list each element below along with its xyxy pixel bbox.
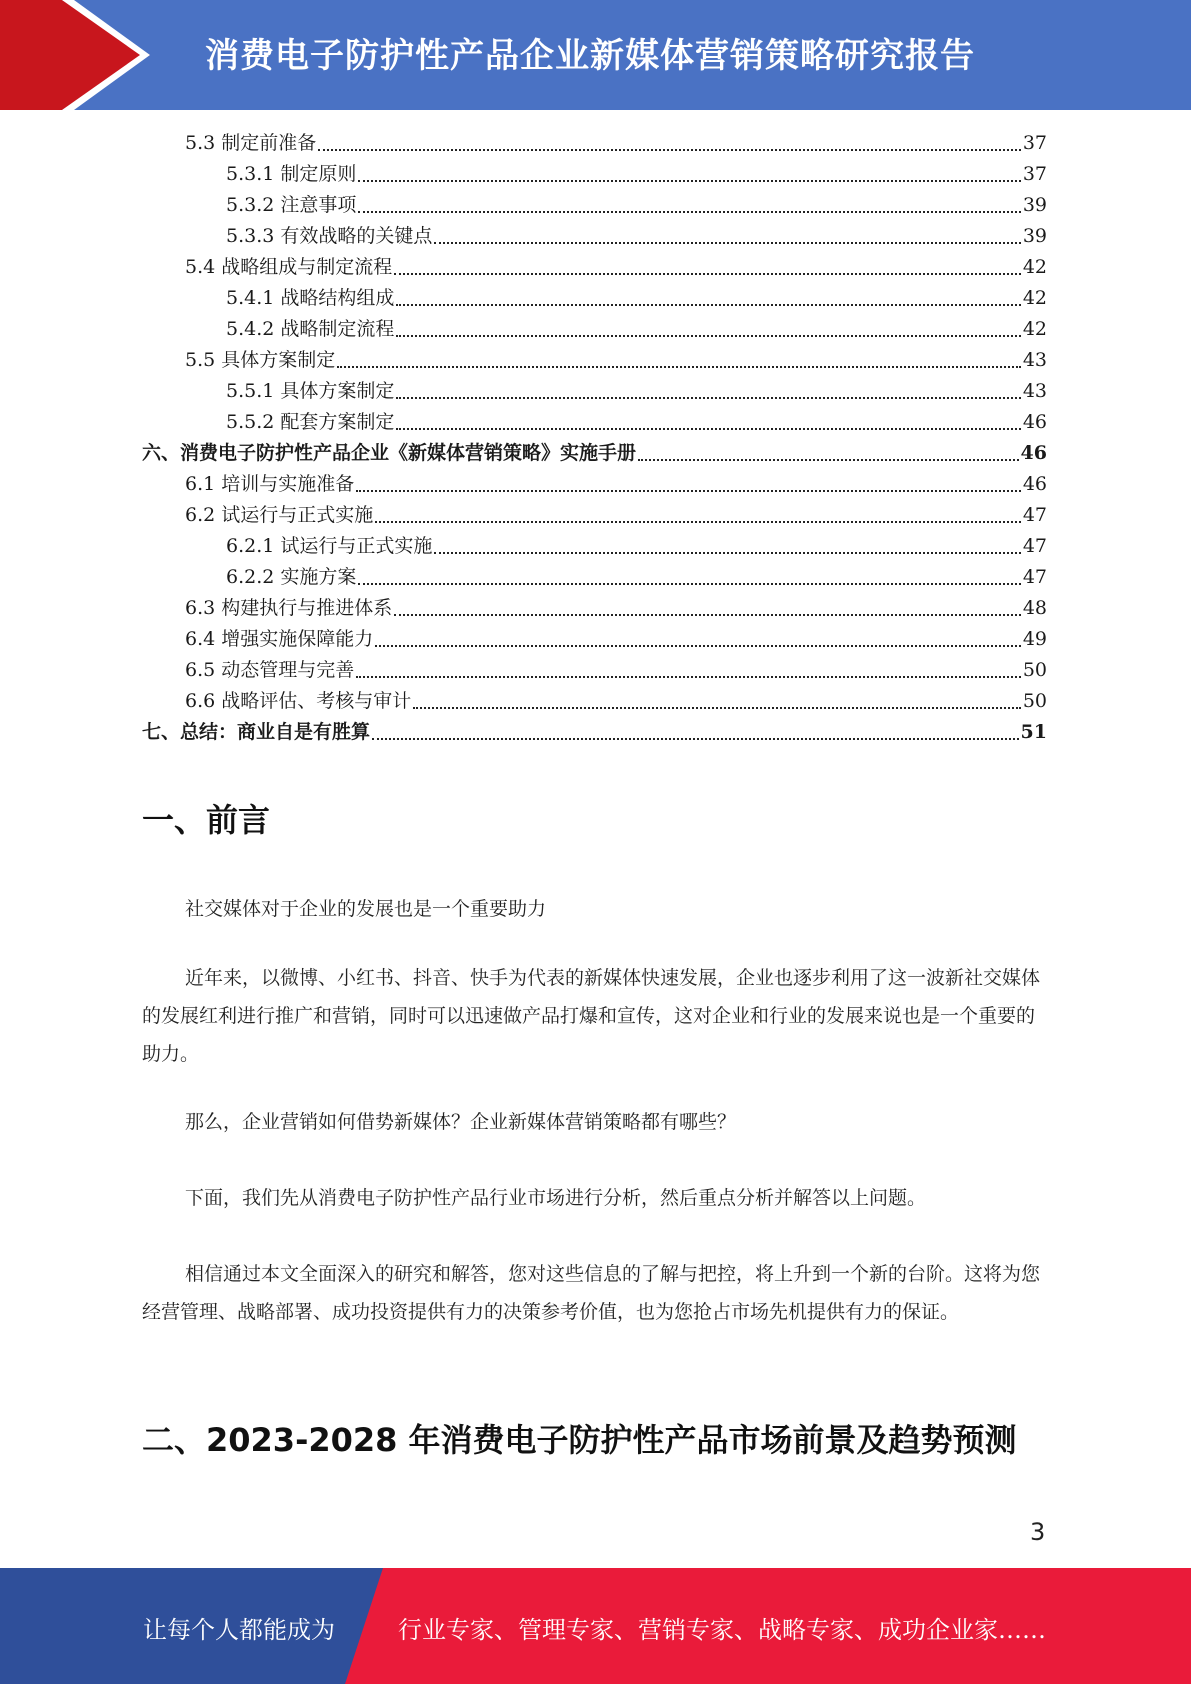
toc-leader [638,459,1019,461]
toc-leader [337,366,1021,368]
toc-leader [358,180,1020,182]
toc-entry-label: 5.5 具体方案制定 [185,349,336,371]
toc-entry[interactable] [185,469,1047,500]
toc-entry-page: 42 [1022,287,1047,309]
toc-entry-page: 42 [1022,256,1047,278]
toc-entry[interactable] [185,686,1047,717]
toc-leader [356,676,1021,678]
toc-entry-page: 46 [1020,442,1047,464]
toc-entry-page: 37 [1022,132,1047,154]
toc-entry[interactable] [226,159,1047,190]
toc-leader [413,707,1021,709]
toc-entry-label: 5.3 制定前准备 [185,132,317,154]
toc-entry-label: 6.2.1 试运行与正式实施 [226,535,433,557]
toc-entry-page: 50 [1022,690,1047,712]
toc-entry-label: 6.1 培训与实施准备 [185,473,355,495]
toc-leader [434,552,1020,554]
toc-entry-page: 39 [1022,194,1047,216]
body-paragraph: 近年来，以微博、小红书、抖音、快手为代表的新媒体快速发展，企业也逐步利用了这一波新社交媒体的发展红利进行推广和营销，同时可以迅速做产品打爆和宣传，这对企业和行业的发展来说也是一个重要的助力。 [142,967,1041,1065]
toc-entry[interactable] [226,221,1047,252]
toc-entry-page: 51 [1020,721,1047,743]
toc-entry[interactable] [226,376,1047,407]
toc-entry-page: 47 [1022,566,1047,588]
toc-entry-label: 6.2 试运行与正式实施 [185,504,374,526]
toc-leader [396,428,1020,430]
toc-entry-page: 50 [1022,659,1047,681]
toc-entry[interactable] [185,128,1047,159]
toc-entry-page: 37 [1022,163,1047,185]
toc-entry-page: 47 [1022,535,1047,557]
toc-leader [358,211,1020,213]
toc-entry[interactable] [226,190,1047,221]
body-paragraph: 相信通过本文全面深入的研究和解答，您对这些信息的了解与把控，将上升到一个新的台阶。这将为您经营管理、战略部署、成功投资提供有力的决策参考价值，也为您抢占市场先机提供有力的保证。 [142,1263,1041,1323]
header-title: 消费电子防护性产品企业新媒体营销策略研究报告 [205,36,975,76]
toc-entry-page: 49 [1022,628,1047,650]
toc-entry-label: 5.5.1 具体方案制定 [226,380,395,402]
toc-entry-label: 5.5.2 配套方案制定 [226,411,395,433]
toc-entry-label: 6.4 增强实施保障能力 [185,628,374,650]
toc-entry[interactable] [185,345,1047,376]
footer-slogan-left: 让每个人都能成为 [143,1616,335,1644]
toc-leader [375,521,1021,523]
toc-leader [372,738,1019,740]
toc-leader [394,273,1021,275]
toc-leader [356,490,1021,492]
toc-leader [394,614,1021,616]
toc-leader [375,645,1021,647]
toc-entry[interactable] [226,531,1047,562]
toc-entry-page: 43 [1022,349,1047,371]
toc-entry-label: 5.3.3 有效战略的关键点 [226,225,433,247]
toc-entry-page: 46 [1022,473,1047,495]
toc-chapter-entry[interactable] [142,438,1047,469]
header-red-chevron [0,0,150,110]
toc-entry-label: 5.4.1 战略结构组成 [226,287,395,309]
toc-entry[interactable] [185,624,1047,655]
toc-chapter-entry[interactable] [142,717,1047,748]
toc-leader [396,304,1020,306]
toc-entry[interactable] [226,407,1047,438]
body-paragraph: 社交媒体对于企业的发展也是一个重要助力 [185,898,547,920]
section-heading-market-outlook: 二、2023-2028 年消费电子防护性产品市场前景及趋势预测 [142,1421,1017,1459]
toc-entry-label: 5.4.2 战略制定流程 [226,318,395,340]
toc-entry[interactable] [226,283,1047,314]
page-header [0,0,1191,110]
toc-entry-page: 39 [1022,225,1047,247]
body-paragraph: 下面，我们先从消费电子防护性产品行业市场进行分析，然后重点分析并解答以上问题。 [185,1187,927,1209]
toc-entry-page: 47 [1022,504,1047,526]
toc-entry[interactable] [185,593,1047,624]
toc-leader [318,149,1021,151]
toc-leader [358,583,1020,585]
section-heading-preface: 一、前言 [142,801,271,839]
toc-entry-label: 5.3.2 注意事项 [226,194,357,216]
toc-entry-label: 5.3.1 制定原则 [226,163,357,185]
toc-entry-page: 46 [1022,411,1047,433]
page-footer [0,1568,1191,1684]
toc-entry[interactable] [226,562,1047,593]
toc-entry[interactable] [185,500,1047,531]
toc-leader [434,242,1020,244]
body-paragraph: 那么，企业营销如何借势新媒体？企业新媒体营销策略都有哪些？ [185,1111,737,1133]
toc-entry[interactable] [185,655,1047,686]
toc-entry-label: 6.5 动态管理与完善 [185,659,355,681]
footer-slogan-right: 行业专家、管理专家、营销专家、战略专家、成功企业家…… [398,1616,1046,1644]
toc-entry-label: 5.4 战略组成与制定流程 [185,256,393,278]
toc-entry[interactable] [185,252,1047,283]
toc-entry-label: 6.6 战略评估、考核与审计 [185,690,412,712]
toc-entry-label: 七、总结：商业自是有胜算 [142,721,371,743]
toc-entry[interactable] [226,314,1047,345]
toc-entry-page: 42 [1022,318,1047,340]
toc-entry-label: 6.3 构建执行与推进体系 [185,597,393,619]
page-number: 3 [1030,1518,1046,1546]
toc-entry-page: 43 [1022,380,1047,402]
toc-entry-page: 48 [1022,597,1047,619]
toc-leader [396,335,1020,337]
toc-entry-label: 六、消费电子防护性产品企业《新媒体营销策略》实施手册 [142,442,637,464]
toc-entry-label: 6.2.2 实施方案 [226,566,357,588]
toc-leader [396,397,1020,399]
